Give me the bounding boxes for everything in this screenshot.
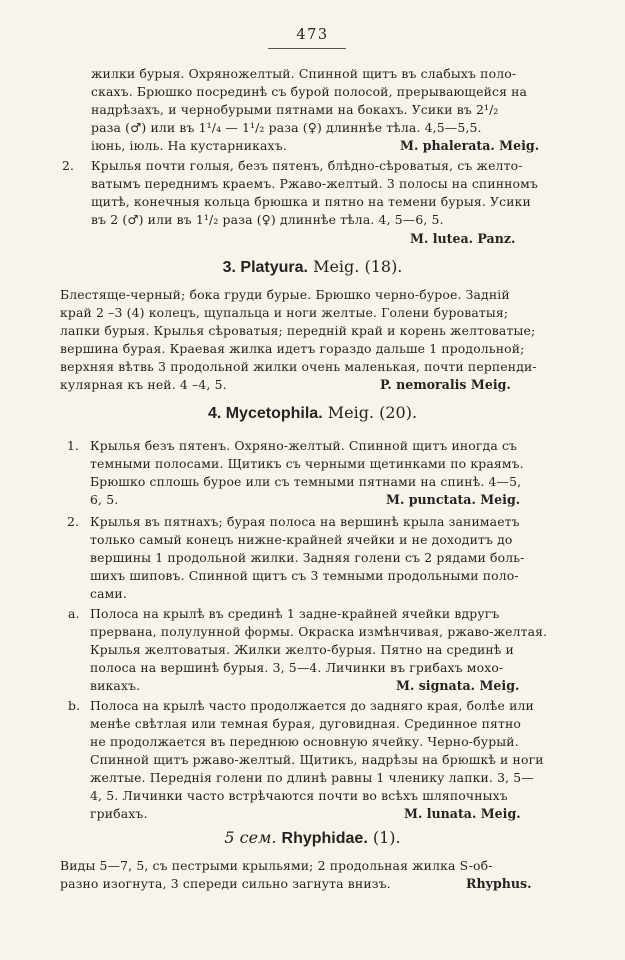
family-name: Rhyphidae.: [281, 830, 368, 847]
text-line: Полоса на крылѣ часто продолжается до задняго края, болѣе или: [90, 698, 534, 713]
text-line: викахъ.: [90, 678, 141, 693]
text-line: прервана, полулунной формы. Окраска измѣнчивая, ржаво-желтая.: [90, 624, 548, 639]
page-number-rule: [268, 48, 346, 49]
text-line: разно изогнута, 3 спереди сильно загнута внизъ.: [60, 876, 391, 891]
text-line: раза (♂) или въ 1¹/₄ — 1¹/₂ раза (♀) длиннѣе тѣла. 4,5—5,5.: [91, 120, 482, 135]
species-name: M. lunata. Meig.: [404, 806, 521, 821]
text-line: Крылья почти голыя, безъ пятенъ, блѣдно-сѣроватыя, съ желто-: [91, 158, 523, 173]
text-line: только самый конецъ нижне-крайней ячейки и не доходитъ до: [90, 532, 513, 547]
family-author: (1).: [372, 828, 401, 847]
text-line: Виды 5—7, 5, съ пестрыми крыльями; 2 продольная жилка S-об-: [60, 858, 493, 873]
genus-author: Meig. (18).: [313, 257, 403, 276]
text-line: іюнь, іюль. На кустарникахъ.: [91, 138, 287, 153]
text-line: Крылья желтоватыя. Жилки желто-бурыя. Пятно на срединѣ и: [90, 642, 514, 657]
text-line: шихъ шиповъ. Спинной щитъ съ 3 темными продольными поло-: [90, 568, 519, 583]
item-number: 2.: [62, 158, 75, 173]
text-line: не продолжается въ переднюю основную ячейку. Черно-бурый.: [90, 734, 519, 749]
family-prefix: 5 сем.: [224, 828, 277, 847]
text-line: грибахъ.: [90, 806, 148, 821]
genus-name: 4. Mycetophila.: [207, 405, 323, 422]
text-line: надрѣзахъ, и чернобурыми пятнами на бокахъ. Усики въ 2¹/₂: [91, 102, 499, 117]
genus-author: Meig. (20).: [327, 403, 418, 422]
text-line: Крылья безъ пятенъ. Охряно-желтый. Спинной щитъ иногда съ: [90, 438, 518, 453]
text-line: Брюшко сплошь бурое или съ темными пятнами на спинѣ. 4—5,: [90, 474, 522, 489]
family-heading: [0, 827, 625, 850]
text-line: желтые. Переднія голени по длинѣ равны 1 членику лапки. 3, 5—: [90, 770, 534, 785]
text-line: край 2 –3 (4) колецъ, щупальца и ноги желтые. Голени буроватыя;: [60, 305, 509, 320]
text-line: щитѣ, конечныя кольца брюшка и пятно на темени бурыя. Усики: [91, 194, 531, 209]
text-line: Блестяще-черный; бока груди бурые. Брюшко черно-бурое. Задній: [60, 287, 510, 302]
item-letter: a.: [68, 606, 80, 621]
text-line: Спинной щитъ ржаво-желтый. Щитикъ, надрѣзы на брюшкѣ и ноги: [90, 752, 544, 767]
genus-name: Rhyphus.: [466, 876, 532, 891]
text-line: въ 2 (♂) или въ 1¹/₂ раза (♀) длиннѣе тѣла. 4, 5—6, 5.: [91, 212, 444, 227]
genus-heading: [0, 256, 625, 279]
species-name: M. phalerata. Meig.: [400, 138, 540, 153]
item-letter: b.: [68, 698, 81, 713]
text-line: скахъ. Брюшко посрединѣ съ бурой полосой, прерывающейся на: [91, 84, 528, 99]
item-number: 2.: [67, 514, 80, 529]
page-number: 473: [296, 27, 329, 43]
text-line: сами.: [90, 586, 127, 601]
species-name: M. lutea. Panz.: [410, 231, 516, 246]
text-line: кулярная къ ней. 4 –4, 5.: [60, 377, 227, 392]
text-line: Полоса на крылѣ въ срединѣ 1 задне-крайней ячейки вдругъ: [90, 606, 500, 621]
text-line: вершины 1 продольной жилки. Задняя голени съ 2 рядами боль-: [90, 550, 525, 565]
text-line: лапки бурыя. Крылья сѣроватыя; передній край и корень желтоватые;: [60, 323, 536, 338]
species-name: M. punctata. Meig.: [386, 492, 521, 507]
text-line: менѣе свѣтлая или темная бурая, дуговидная. Срединное пятно: [90, 716, 521, 731]
text-line: темными полосами. Щитикъ съ черными щетинками по краямъ.: [90, 456, 524, 471]
text-line: Крылья въ пятнахъ; бурая полоса на вершинѣ крыла занимаетъ: [90, 514, 520, 529]
text-line: полоса на вершинѣ бурыя. 3, 5—4. Личинки въ грибахъ мохо-: [90, 660, 504, 675]
text-line: 6, 5.: [90, 492, 119, 507]
text-line: ватымъ переднимъ краемъ. Ржаво-желтый. 3 полосы на спинномъ: [91, 176, 538, 191]
text-line: вершина бурая. Краевая жилка идетъ гораздо дальше 1 продольной;: [60, 341, 525, 356]
genus-heading: [0, 402, 625, 425]
text-line: жилки бурыя. Охряножелтый. Спинной щитъ въ слабыхъ поло-: [91, 66, 517, 81]
text-line: 4, 5. Личинки часто встрѣчаются почти во всѣхъ шляпочныхъ: [90, 788, 508, 803]
genus-name: 3. Platyura.: [222, 259, 308, 276]
text-line: верхняя вѣтвь 3 продольной жилки очень маленькая, почти перпенди-: [60, 359, 537, 374]
species-name: P. nemoralis Meig.: [380, 377, 511, 392]
item-number: 1.: [67, 438, 80, 453]
species-name: M. signata. Meig.: [396, 678, 520, 693]
